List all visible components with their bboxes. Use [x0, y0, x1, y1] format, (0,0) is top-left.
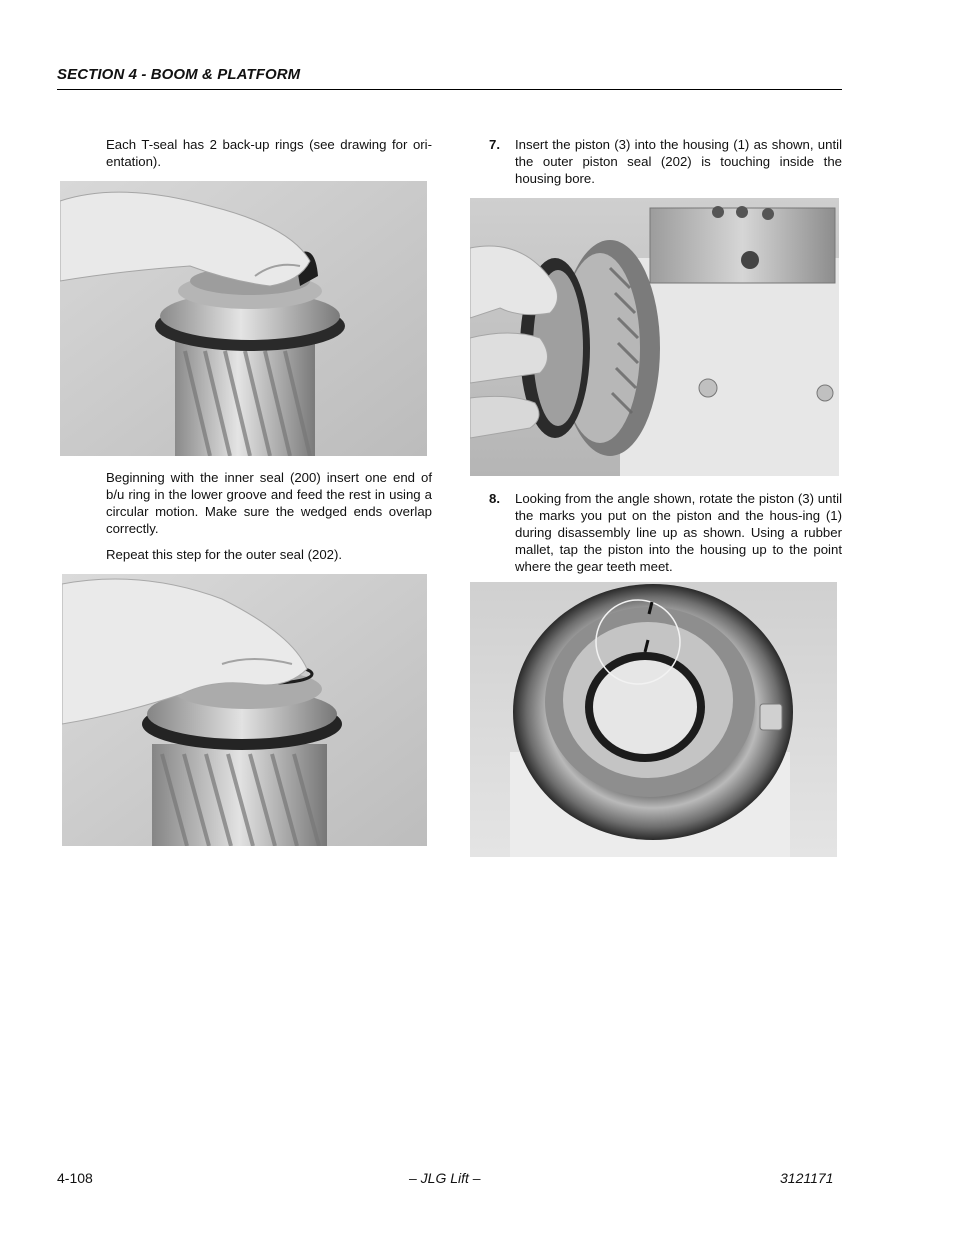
- photo-feed-backup-ring: [62, 574, 427, 846]
- section-title: SECTION 4 - BOOM & PLATFORM: [57, 66, 301, 83]
- footer-center-text: – JLG Lift –: [409, 1170, 481, 1186]
- photo-insert-piston: [470, 198, 839, 476]
- step-8: [489, 490, 842, 580]
- photo-tseal-backup-ring: [60, 181, 427, 456]
- footer-doc-number: 3121171: [780, 1170, 834, 1186]
- header-rule: [57, 89, 842, 90]
- intro-text: Each T-seal has 2 back-up rings (see drawing for ori-entation).: [106, 137, 432, 169]
- step-8-number: 8.: [489, 491, 500, 506]
- para-repeat-outer-seal: Repeat this step for the outer seal (202).: [106, 547, 343, 562]
- para-inner-seal: Beginning with the inner seal (200) insert one end of b/u ring in the lower groove and feed the rest in using a circular motion. Make sure the wedged ends overlap correctly.: [106, 470, 432, 536]
- step-7-text: Insert the piston (3) into the housing (1) as shown, until the outer piston seal (202) is touching inside the housing bore.: [515, 137, 842, 186]
- step-8-text: Looking from the angle shown, rotate the piston (3) until the marks you put on the piston and the hous-ing (1) during disassembly line up as shown. Using a rubber mallet, tap the piston into the housing up to the point where the gear teeth meet.: [515, 491, 842, 574]
- photo-align-marks: [470, 582, 837, 857]
- step-7-number: 7.: [489, 137, 500, 152]
- step-7: [489, 136, 842, 191]
- footer-page-number: 4-108: [57, 1170, 93, 1186]
